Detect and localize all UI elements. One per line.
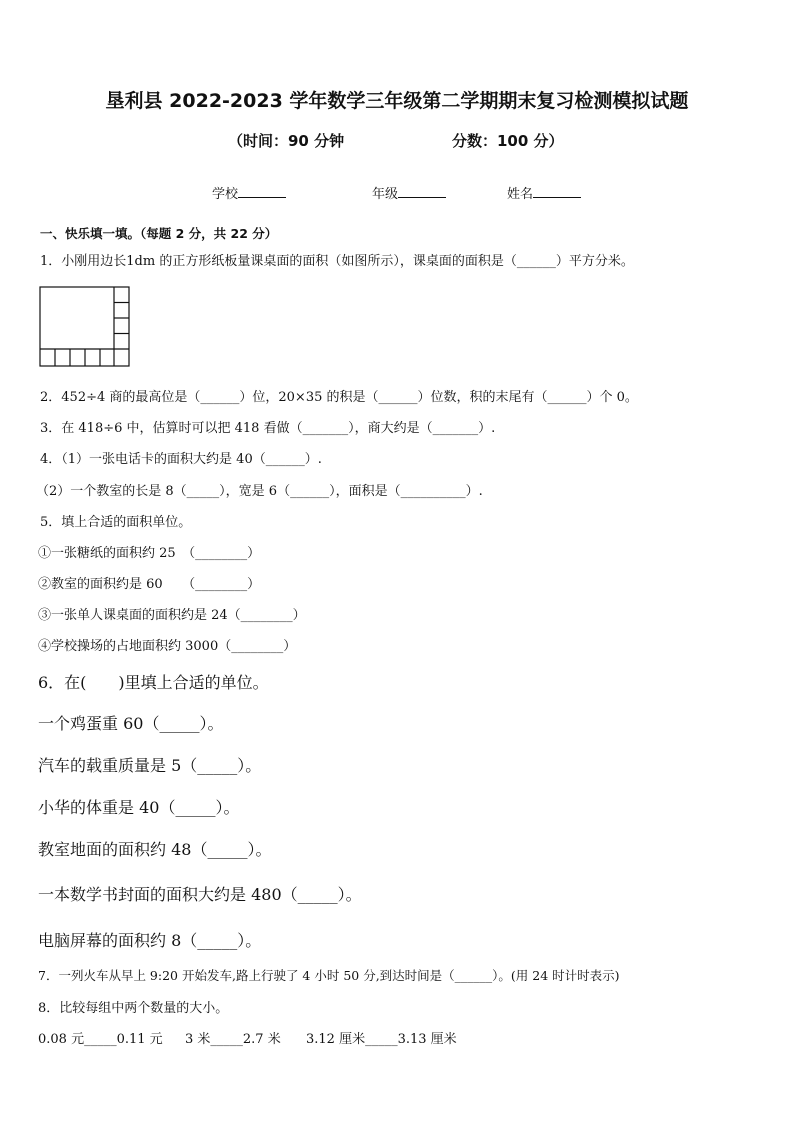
school-blank <box>238 185 286 198</box>
question-6-item: 电脑屏幕的面积约 8（_____）。 <box>38 931 262 950</box>
page-title: 垦利县 2022-2023 学年数学三年级第二学期期末复习检测模拟试题 <box>105 90 689 112</box>
question-8-item: 3 米_____2.7 米 <box>185 1032 281 1047</box>
school-label: 学校 <box>212 187 239 202</box>
question-5-item: ②教室的面积约是 60 （________） <box>38 577 261 592</box>
grade-field <box>372 183 446 202</box>
total-score: 分数：100 分） <box>452 132 564 150</box>
question-6-item: 汽车的载重质量是 5（_____）。 <box>38 756 262 775</box>
name-label: 姓名 <box>507 187 534 202</box>
question-6-item: 小华的体重是 40（_____）。 <box>38 798 240 817</box>
grade-blank <box>398 185 446 198</box>
question-8: 8．比较每组中两个数量的大小。 <box>38 1001 229 1016</box>
grade-label: 年级 <box>372 187 399 202</box>
question-5-item: ③一张单人课桌面的面积约是 24（________） <box>38 608 306 623</box>
time-limit: （时间：90 分钟 <box>228 132 345 150</box>
question-6: 6．在( )里填上合适的单位。 <box>38 673 269 692</box>
question-5: 5．填上合适的面积单位。 <box>40 515 192 530</box>
question-6-item: 一本数学书封面的面积大约是 480（_____）。 <box>38 885 362 904</box>
question-6-item: 教室地面的面积约 48（_____）。 <box>38 840 272 859</box>
question-6-item: 一个鸡蛋重 60（_____）。 <box>38 714 224 733</box>
question-5-item: ④学校操场的占地面积约 3000（________） <box>38 639 297 654</box>
question-5-item: ①一张糖纸的面积约 25 （________） <box>38 546 261 561</box>
question-3: 3．在 418÷6 中，估算时可以把 418 看做（_______），商大约是（_______）. <box>40 421 496 436</box>
question-4-part-1: 4．（1）一张电话卡的面积大约是 40（______）. <box>40 452 322 467</box>
desk-grid-figure <box>39 286 131 368</box>
question-1: 1．小刚用边长1dm 的正方形纸板量课桌面的面积（如图所示），课桌面的面积是（______）平方分米。 <box>40 254 634 269</box>
question-2: 2．452÷4 商的最高位是（______）位，20×35 的积是（______）位数，积的末尾有（______）个 0。 <box>40 390 638 405</box>
question-8-item: 0.08 元_____0.11 元 <box>38 1032 163 1047</box>
question-4-part-2: （2）一个教室的长是 8（_____），宽是 6（______），面积是（__________）. <box>36 484 483 499</box>
question-8-item: 3.12 厘米_____3.13 厘米 <box>306 1032 457 1047</box>
section-heading: 一、快乐填一填。（每题 2 分，共 22 分） <box>40 226 278 241</box>
name-blank <box>533 185 581 198</box>
question-7: 7．一列火车从早上 9:20 开始发车,路上行驶了 4 小时 50 分,到达时间是（______）。(用 24 时计时表示) <box>38 968 620 983</box>
name-field <box>507 183 581 202</box>
school-field <box>212 183 286 202</box>
